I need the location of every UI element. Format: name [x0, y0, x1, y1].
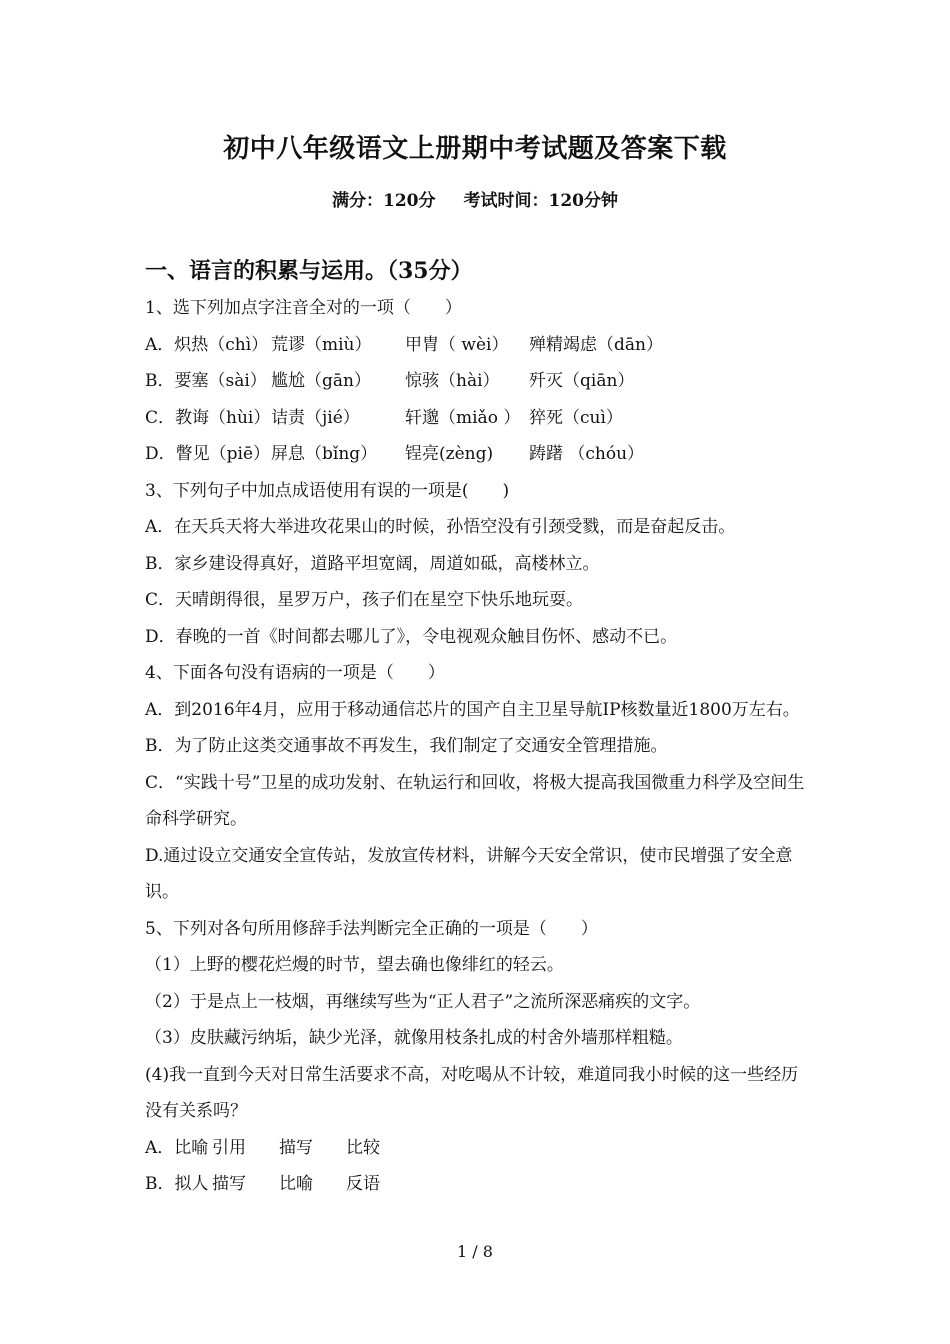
- q1-option-d: D．瞥见（piē）屏息（bǐng） 锃亮(zèng) 踌躇 （chóu）: [145, 444, 645, 464]
- q1-option-b: B．要塞（sài） 尴尬（gān） 惊骇（hài） 歼灭（qiān）: [145, 371, 635, 391]
- q4-option-d: D.通过设立交通安全宣传站，发放宣传材料，讲解今天安全常识，使市民增强了安全意识。: [145, 845, 793, 902]
- q3-stem: 3、下列句子中加点成语使用有误的一项是( ): [145, 480, 510, 501]
- q3-option-c: C．天晴朗得很，星罗万户，孩子们在星空下快乐地玩耍。: [145, 590, 584, 610]
- q3-option-a: A．在天兵天将大举进攻花果山的时候，孙悟空没有引颈受戮，而是奋起反击。: [145, 517, 736, 537]
- q5-sentence-2: （2）于是点上一枝烟，再继续写些为“正人君子”之流所深恶痛疾的文字。: [145, 991, 701, 1012]
- page-title: 初中八年级语文上册期中考试题及答案下载: [223, 134, 727, 164]
- full-score: 满分：120分: [332, 191, 436, 211]
- exam-time: 考试时间：120分钟: [463, 191, 618, 211]
- q3-option-b: B．家乡建设得真好，道路平坦宽阔，周道如砥，高楼林立。: [145, 553, 600, 574]
- page-number: 1 / 8: [457, 1242, 493, 1261]
- exam-info: [0, 186, 950, 211]
- q1-stem: 1、选下列加点字注音全对的一项（ ）: [145, 298, 462, 318]
- q3-option-d: D．春晚的一首《时间都去哪儿了》，令电视观众触目伤怀、感动不已。: [145, 626, 678, 647]
- q5-option-b: B．拟人 描写 比喻 反语: [145, 1174, 380, 1194]
- q4-stem: 4、下面各句没有语病的一项是（ ）: [145, 663, 445, 683]
- q4-option-c: C．“实践十号”卫星的成功发射、在轨运行和回收，将极大提高我国微重力科学及空间生命科学研究。: [145, 772, 805, 829]
- q4-option-a: A．到2016年4月，应用于移动通信芯片的国产自主卫星导航IP核数量近1800万左右。: [145, 699, 800, 720]
- q4-option-b: B．为了防止这类交通事故不再发生，我们制定了交通安全管理措施。: [145, 736, 668, 756]
- q5-sentence-3: （3）皮肤藏污纳垢，缺少光泽，就像用枝条扎成的村舍外墙那样粗糙。: [145, 1028, 683, 1048]
- q5-stem: 5、下列对各句所用修辞手法判断完全正确的一项是（ ）: [145, 918, 598, 939]
- q1-option-c: C．教诲（hùi）诘责（jié） 轩邈（miǎo ） 猝死（cuì）: [145, 407, 623, 428]
- section-heading: 一、语言的积累与运用。（35分）: [145, 258, 473, 284]
- q5-option-a: A．比喻 引用 描写 比较: [145, 1137, 380, 1158]
- q5-sentence-4: (4)我一直到今天对日常生活要求不高，对吃喝从不计较，难道同我小时候的这一些经历没有关系吗？: [145, 1064, 799, 1121]
- q5-sentence-1: （1）上野的樱花烂熳的时节，望去确也像绯红的轻云。: [145, 955, 564, 975]
- q1-option-a: A．炽热（chì） 荒谬（miù） 甲胄（ wèi） 殚精竭虑（dān）: [145, 334, 663, 355]
- questions: [145, 290, 810, 1203]
